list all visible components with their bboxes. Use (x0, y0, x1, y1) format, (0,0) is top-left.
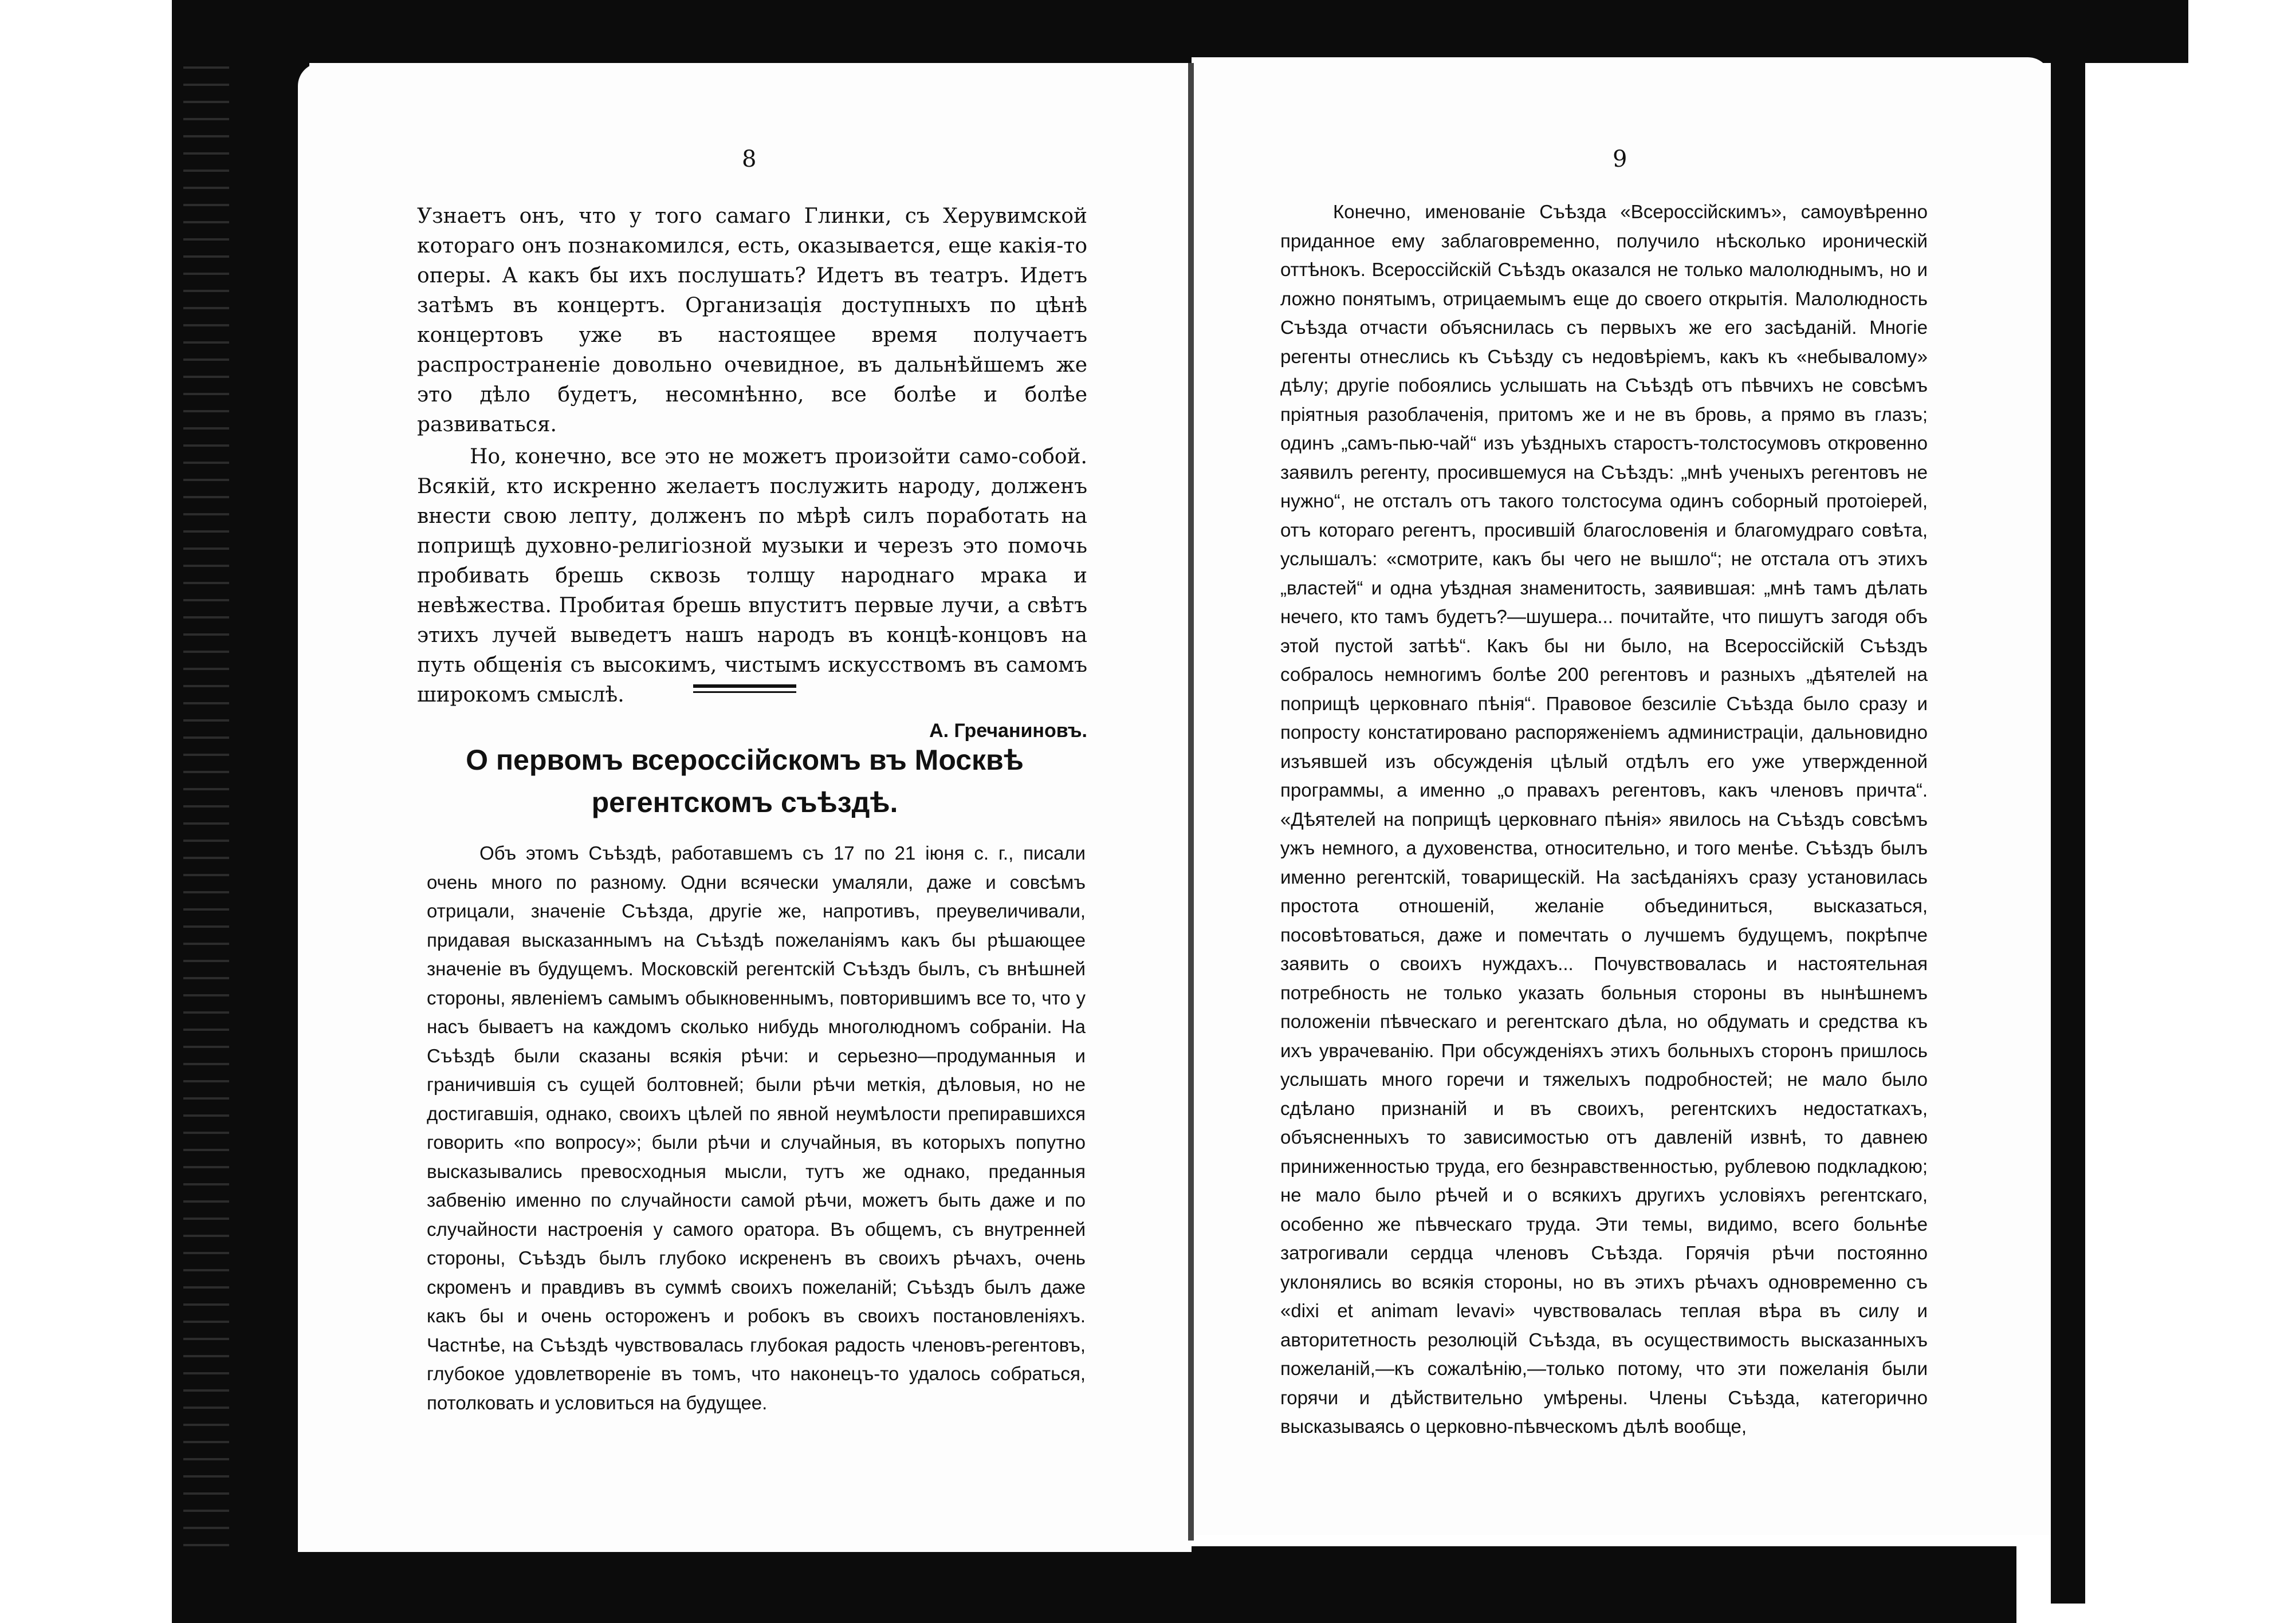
book-gutter (1188, 63, 1194, 1541)
paragraph: Конечно, именованіе Съѣзда «Всероссійскимъ», самоувѣренно приданное ему заблаговременно, получило нѣсколько ироническій оттѣнокъ. Всероссійскій Съѣздъ оказался не только малолюднымъ, но и ложно понятымъ, отрицаемымъ еще до своего открытія. Малолюдность Съѣзда отчасти объяснилась съ первыхъ же его засѣданій. Многіе регенты отнеслись къ Съѣзду съ недовѣріемъ, какъ къ «небывалому» дѣлу; другіе побоялись услышать на Съѣздѣ отъ пѣвчихъ не совсѣмъ пріятныя разоблаченія, притомъ же и не въ бровь, а прямо въ глазъ; одинъ „самъ-пью-чай“ изъ уѣздныхъ старостъ-толстосумовъ откровенно заявилъ регенту, просившемуся на Съѣздъ: „мнѣ ученыхъ регентовъ не нужно“, не отсталъ отъ такого толстосума одинъ соборный протоіерей, отъ котораго регентъ, просившій благословенія и благомудраго совѣта, услышалъ: «смотрите, какъ бы чего не вышло“; не отстала отъ этихъ „властей“ и одна уѣздная знаменитость, заявившая: „мнѣ тамъ дѣлать нечего, кто тамъ будетъ?—шушера... почитайте, что пишутъ загодя объ этой пустой затѣѣ“. Какъ бы ни было, на Всероссійскій Съѣздъ собралось немногимъ болѣе 200 регентовъ и разныхъ „дѣятелей на поприщѣ церковнаго пѣнія“. Правовое безсиліе Съѣзда было сразу и попросту констатировано распоряженіемъ администраціи, дальновидно изъявшей изъ обсужденія цѣлый отдѣлъ его уже утвержденной программы, а именно „о правахъ регентовъ, какъ членовъ причта“. «Дѣятелей на поприщѣ церковнаго пѣнія» явилось на Съѣздъ совсѣмъ ужъ немного, а духовенства, относительно, и того менѣе. Съѣздъ былъ именно регентскій, товарищескій. На засѣданіяхъ сразу установилась простота отношеній, желаніе объединиться, высказаться, посовѣтоваться, даже и помечтать о лучшемъ будущемъ, покрѣпче заявить о своихъ нуждахъ... Почувствовалась и настоятельная потребность не только указать больныя стороны въ нынѣшнемъ положеніи пѣвческаго и регентскаго дѣла, но обдумать и средства къ ихъ уврачеванію. При обсужденіяхъ этихъ больныхъ сторонъ пришлось услышать много горечи и тяжелыхъ подробностей; не мало было сдѣлано признаній и въ своихъ, регентскихъ недостаткахъ, объясненныхъ то зависимостью отъ давленій извнѣ, то давнею приниженностью труда, его безнравственностью, рублевою подкладкою; не мало было рѣчей и о всякихъ другихъ условіяхъ регентскаго, особенно же пѣвческаго труда. Эти темы, видимо, всего больнѣе затрогивали сердца членовъ Съѣзда. Горячія рѣчи постоянно уклонялись во всякія стороны, но въ этихъ рѣчахъ одновременно съ «dixi et animam levavi» чувствовалась теплая вѣра въ силу и авторитетность резолюцій Съѣзда, въ осуществимость высказанныхъ пожеланій,—къ сожалѣнію,—только потому, что эти пожеланія были горячи и дѣйствительно умѣрены. Члены Съѣзда, категорично высказываясь о церковно-пѣвческомъ дѣлѣ вообще, (1280, 201, 1928, 1437)
right-page-number: 9 (1613, 146, 1627, 172)
scan-bottom-border (172, 1546, 2016, 1623)
paragraph: Но, конечно, все это не можетъ произойти само-собой. Всякій, кто искренно желаетъ послужить народу, долженъ внести свою лепту, долженъ по мѣрѣ силъ поработать на поприщѣ духовно-религіозной музыки и черезъ это помочь пробивать брешь сквозь толщу народнаго мрака и невѣжества. Пробитая брешь впуститъ первые лучи, а свѣтъ этихъ лучей выведетъ нашъ народъ въ концѣ-концовъ на путь общенія съ высокимъ, чистымъ искусствомъ въ самомъ широкомъ смыслѣ. (417, 445, 1087, 707)
left-page-number: 8 (742, 146, 757, 172)
paragraph: Объ этомъ Съѣздѣ, работавшемъ съ 17 по 21 іюня с. г., писали очень много по разному. Одни всячески умаляли, даже и совсѣмъ отрицали, значеніе Съѣзда, другіе же, напротивъ, преувеличивали, придавая высказаннымъ на Съѣздѣ пожеланіямъ какъ бы рѣшающее значеніе въ будущемъ. Московскій регентскій Съѣздъ былъ, съ внѣшней стороны, явленіемъ самымъ обыкновеннымъ, повторившимъ все то, что у насъ бываетъ на каждомъ сколько нибудь многолюдномъ собраніи. На Съѣздѣ были сказаны всякія рѣчи: и серьезно—продуманныя и граничившія съ сущей болтовней; были рѣчи меткія, дѣловыя, но не достигавшія, однако, своихъ цѣлей по явной неумѣлости препиравшихся говорить «по вопросу»; были рѣчи и случайныя, въ которыхъ попутно высказывались превосходныя мысли, тутъ же однако, преданныя забвенію именно по случайности самой рѣчи, можетъ быть даже и по случайности настроенія у самого оратора. Въ общемъ, съ внутренней стороны, Съѣздъ былъ глубоко искрененъ въ своихъ рѣчахъ, очень скроменъ и правдивъ въ суммѣ своихъ пожеланій; Съѣздъ былъ даже какъ бы и очень остороженъ и робокъ въ своихъ постановленіяхъ. Частнѣе, на Съѣздѣ чувствовалась глубокая радость членовъ-регентовъ, глубокое удовлетвореніе въ томъ, что наконецъ-то удалось собраться, потолковать и условиться на будущее. (427, 842, 1086, 1413)
left-page-text (417, 202, 1087, 746)
article-heading: О первомъ всероссійскомъ въ Москвѣ регентскомъ съѣздѣ. (466, 744, 1024, 818)
scan-right-border (2051, 34, 2085, 1604)
right-page-text (1280, 198, 1928, 1444)
author-signature: А. Гречаниновъ. (929, 720, 1087, 742)
article-text (427, 839, 1086, 1420)
binding-edge (172, 0, 309, 1623)
section-divider (693, 684, 796, 696)
paragraph: Узнаетъ онъ, что у того самаго Глинки, съ Херувимской котораго онъ познакомился, есть, оказывается, еще какія-то оперы. А какъ бы ихъ послушать? Идетъ въ театръ. Идетъ затѣмъ въ концертъ. Организація доступныхъ по цѣнѣ концертовъ уже въ настоящее время получаетъ распространеніе довольно очевидное, въ дальнѣйшемъ же это дѣло будетъ, несомнѣнно, все болѣе и болѣе развиваться. (417, 204, 1087, 436)
scan-top-border (172, 0, 2188, 63)
